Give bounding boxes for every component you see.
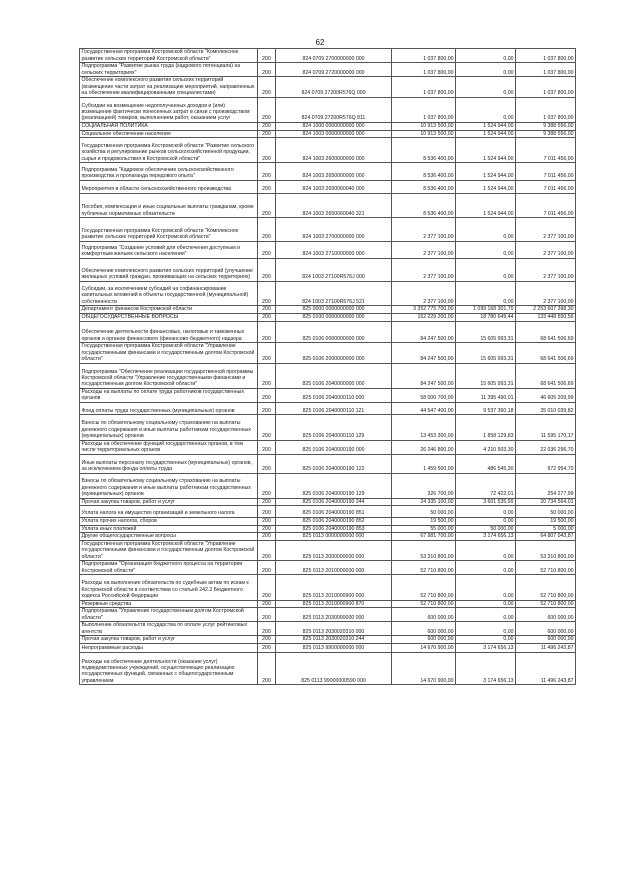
unexecuted-amount-cell: 64 807 043,87: [516, 533, 576, 541]
approved-amount-cell: 8 536 400,00: [392, 138, 456, 163]
approved-amount-cell: 8 536 400,00: [392, 180, 456, 194]
line-code-cell: 200: [258, 363, 276, 388]
expense-name-cell: Государственная программа Костромской области "Комплексное развитие сельских территорий Костромской области": [80, 49, 258, 63]
executed-amount-cell: 15 605 993,31: [456, 363, 516, 388]
unexecuted-amount-cell: 11 595 170,17: [516, 415, 576, 440]
executed-amount-cell: 0,00: [456, 258, 516, 281]
budget-classification-code-cell: 825 0000 0000000000 000: [276, 306, 392, 314]
table-row: [80, 652, 576, 684]
approved-amount-cell: 2 377 100,00: [392, 241, 456, 258]
unexecuted-amount-cell: 7 011 456,00: [516, 180, 576, 194]
budget-classification-code-cell: 825 0106 2040000190 851: [276, 506, 392, 518]
table-row: [80, 454, 576, 473]
unexecuted-amount-cell: 50 000,00: [516, 506, 576, 518]
line-code-cell: 200: [258, 122, 276, 130]
executed-amount-cell: 0,00: [456, 600, 516, 608]
budget-classification-code-cell: 824 0709 2700000000 000: [276, 49, 392, 63]
expense-name-cell: Расходы на обеспечение функций государственных органов, в том числе территориальных органов: [80, 440, 258, 454]
unexecuted-amount-cell: 2 377 100,00: [516, 218, 576, 241]
expense-name-cell: Взносы по обязательному социальному страхованию на выплаты денежного содержания и иные выплаты работникам государственных (муниципальных) органов: [80, 415, 258, 440]
budget-classification-code-cell: 825 0106 2040000110 000: [276, 388, 392, 402]
executed-amount-cell: 3 174 656,13: [456, 652, 516, 684]
unexecuted-amount-cell: 2 377 100,00: [516, 258, 576, 281]
executed-amount-cell: 0,00: [456, 518, 516, 526]
unexecuted-amount-cell: 133 448 550,56: [516, 314, 576, 322]
executed-amount-cell: 0,00: [456, 49, 516, 63]
table-row: [80, 402, 576, 415]
table-row: [80, 622, 576, 636]
approved-amount-cell: 8 536 400,00: [392, 194, 456, 218]
unexecuted-amount-cell: 22 036 296,70: [516, 440, 576, 454]
line-code-cell: 200: [258, 282, 276, 306]
approved-amount-cell: 326 700,00: [392, 473, 456, 498]
line-code-cell: 200: [258, 321, 276, 343]
budget-classification-code-cell: 824 1003 2650060040 321: [276, 194, 392, 218]
approved-amount-cell: 19 500,00: [392, 518, 456, 526]
table-row: [80, 194, 576, 218]
unexecuted-amount-cell: 1 037 800,00: [516, 63, 576, 77]
approved-amount-cell: 1 037 800,00: [392, 97, 456, 122]
expense-name-cell: ОБЩЕГОСУДАРСТВЕННЫЕ ВОПРОСЫ: [80, 314, 258, 322]
table-row: [80, 525, 576, 533]
line-code-cell: 200: [258, 575, 276, 600]
executed-amount-cell: 11 395 490,01: [456, 388, 516, 402]
line-code-cell: 200: [258, 506, 276, 518]
approved-amount-cell: 1 037 800,00: [392, 63, 456, 77]
unexecuted-amount-cell: 7 011 456,00: [516, 138, 576, 163]
approved-amount-cell: 14 670 900,00: [392, 652, 456, 684]
budget-classification-code-cell: 824 1003 2600000000 000: [276, 138, 392, 163]
budget-classification-code-cell: 825 0113 2030020310 244: [276, 636, 392, 644]
approved-amount-cell: 52 710 800,00: [392, 600, 456, 608]
approved-amount-cell: 50 000,00: [392, 506, 456, 518]
expense-name-cell: Подпрограмма "Создание условий для обеспечения доступным и комфортным жильем сельского населения": [80, 241, 258, 258]
line-code-cell: 200: [258, 306, 276, 314]
line-code-cell: 200: [258, 63, 276, 77]
unexecuted-amount-cell: 600 000,00: [516, 608, 576, 622]
expense-name-cell: Уплата налога на имущество организаций и земельного налога: [80, 506, 258, 518]
table-row: [80, 241, 576, 258]
budget-classification-code-cell: 824 0709 2720000000 000: [276, 63, 392, 77]
budget-classification-code-cell: 825 0106 2040000190 244: [276, 498, 392, 506]
expense-name-cell: Государственная программа Костромской области "Управление государственными финансами и государственным долгом Костромской области": [80, 541, 258, 561]
unexecuted-amount-cell: 9 388 556,00: [516, 122, 576, 130]
executed-amount-cell: 9 537 360,18: [456, 402, 516, 415]
budget-classification-code-cell: 825 0106 2040000190 853: [276, 525, 392, 533]
unexecuted-amount-cell: 600 000,00: [516, 622, 576, 636]
line-code-cell: 200: [258, 473, 276, 498]
executed-amount-cell: 0,00: [456, 541, 516, 561]
executed-amount-cell: 15 605 993,31: [456, 343, 516, 363]
executed-amount-cell: 0,00: [456, 241, 516, 258]
unexecuted-amount-cell: 52 710 800,00: [516, 561, 576, 575]
table-row: [80, 49, 576, 63]
executed-amount-cell: 486 545,30: [456, 454, 516, 473]
table-row: [80, 77, 576, 97]
line-code-cell: 200: [258, 600, 276, 608]
budget-classification-code-cell: 825 0113 2010000000 000: [276, 561, 392, 575]
budget-classification-code-cell: 825 0106 2040000190 852: [276, 518, 392, 526]
budget-classification-code-cell: 824 1003 0000000000 000: [276, 130, 392, 138]
budget-classification-code-cell: 824 1003 2650000000 000: [276, 163, 392, 180]
unexecuted-amount-cell: 2 253 607 398,30: [516, 306, 576, 314]
budget-classification-code-cell: 825 0113 99000000590 000: [276, 652, 392, 684]
budget-classification-code-cell: 825 0106 2040000000 000: [276, 363, 392, 388]
approved-amount-cell: 8 536 400,00: [392, 163, 456, 180]
budget-classification-code-cell: 825 0113 9900000000 000: [276, 643, 392, 652]
budget-classification-code-cell: 825 0106 0000000000 000: [276, 321, 392, 343]
line-code-cell: 200: [258, 163, 276, 180]
table-row: [80, 541, 576, 561]
line-code-cell: 200: [258, 454, 276, 473]
unexecuted-amount-cell: 7 011 456,00: [516, 194, 576, 218]
executed-amount-cell: 50 000,00: [456, 525, 516, 533]
budget-classification-code-cell: 824 1003 2700000000 000: [276, 218, 392, 241]
approved-amount-cell: 152 229 200,00: [392, 314, 456, 322]
line-code-cell: 200: [258, 622, 276, 636]
line-code-cell: 200: [258, 388, 276, 402]
approved-amount-cell: 1 037 800,00: [392, 77, 456, 97]
executed-amount-cell: 1 858 129,83: [456, 415, 516, 440]
expense-name-cell: Уплата прочих налогов, сборов: [80, 518, 258, 526]
table-row: [80, 608, 576, 622]
approved-amount-cell: 14 670 900,00: [392, 643, 456, 652]
budget-classification-code-cell: 824 1000 0000000000 000: [276, 122, 392, 130]
line-code-cell: 200: [258, 652, 276, 684]
executed-amount-cell: 1 524 944,00: [456, 138, 516, 163]
table-row: [80, 600, 576, 608]
executed-amount-cell: 1 524 944,00: [456, 130, 516, 138]
line-code-cell: 200: [258, 561, 276, 575]
budget-classification-code-cell: 825 0113 0000000000 000: [276, 533, 392, 541]
table-row: [80, 533, 576, 541]
line-code-cell: 200: [258, 402, 276, 415]
budget-table-body: [80, 49, 576, 685]
executed-amount-cell: 72 422,01: [456, 473, 516, 498]
expense-name-cell: Подпрограмма "Управление государственным долгом Костромской области": [80, 608, 258, 622]
executed-amount-cell: 3 174 656,13: [456, 533, 516, 541]
unexecuted-amount-cell: 68 641 506,69: [516, 363, 576, 388]
expense-name-cell: Субсидии на возмещение недополученных доходов и (или) возмещение фактически понесенных затрат в связи с производством (реализацией) товаров, выполнением работ, оказанием услуг: [80, 97, 258, 122]
table-row: [80, 388, 576, 402]
unexecuted-amount-cell: 1 037 800,00: [516, 77, 576, 97]
unexecuted-amount-cell: 1 037 800,00: [516, 49, 576, 63]
budget-classification-code-cell: 825 0106 2000000000 000: [276, 343, 392, 363]
approved-amount-cell: 2 377 100,00: [392, 258, 456, 281]
line-code-cell: 200: [258, 608, 276, 622]
expense-name-cell: Другие общегосударственные вопросы: [80, 533, 258, 541]
approved-amount-cell: 24 335 100,00: [392, 498, 456, 506]
line-code-cell: 200: [258, 77, 276, 97]
line-code-cell: 200: [258, 130, 276, 138]
unexecuted-amount-cell: 68 641 506,69: [516, 321, 576, 343]
table-row: [80, 636, 576, 644]
expense-name-cell: Обеспечение комплексного развития сельских территорий (улучшение жилищных условий граждан, проживающих на сельских территориях): [80, 258, 258, 281]
unexecuted-amount-cell: 35 010 039,82: [516, 402, 576, 415]
expense-name-cell: Взносы по обязательному социальному страхованию на выплаты денежного содержания и иные выплаты работникам государственных (муниципальных) органов: [80, 473, 258, 498]
expense-name-cell: Прочая закупка товаров, работ и услуг: [80, 498, 258, 506]
table-row: [80, 306, 576, 314]
unexecuted-amount-cell: 5 000,00: [516, 525, 576, 533]
approved-amount-cell: 2 377 100,00: [392, 282, 456, 306]
budget-classification-code-cell: 825 0106 2040000190 122: [276, 454, 392, 473]
approved-amount-cell: 84 247 500,00: [392, 321, 456, 343]
executed-amount-cell: 0,00: [456, 622, 516, 636]
budget-classification-code-cell: 825 0106 2040000110 129: [276, 415, 392, 440]
table-row: [80, 473, 576, 498]
unexecuted-amount-cell: 254 277,99: [516, 473, 576, 498]
line-code-cell: 200: [258, 643, 276, 652]
budget-classification-code-cell: 824 0709 27200R576Q 811: [276, 97, 392, 122]
budget-classification-code-cell: 824 0709 27200R576Q 000: [276, 77, 392, 97]
approved-amount-cell: 44 547 400,00: [392, 402, 456, 415]
line-code-cell: 200: [258, 440, 276, 454]
line-code-cell: 200: [258, 525, 276, 533]
expense-name-cell: Государственная программа Костромской области "Развитие сельского хозяйства и регулирование рынков сельскохозяйственной продукции, сырья и продовольствия в Костромской области": [80, 138, 258, 163]
line-code-cell: 200: [258, 97, 276, 122]
executed-amount-cell: 3 601 535,99: [456, 498, 516, 506]
executed-amount-cell: 4 210 503,30: [456, 440, 516, 454]
approved-amount-cell: 600 000,00: [392, 636, 456, 644]
expense-name-cell: Непрограммные расходы: [80, 643, 258, 652]
line-code-cell: 200: [258, 541, 276, 561]
executed-amount-cell: 1 524 944,00: [456, 194, 516, 218]
table-row: [80, 282, 576, 306]
expense-name-cell: Расходы на выплаты по оплате труда работников государственных органов: [80, 388, 258, 402]
table-row: [80, 321, 576, 343]
budget-classification-code-cell: 825 0106 2040000110 121: [276, 402, 392, 415]
budget-classification-code-cell: 824 1003 27100R576J 521: [276, 282, 392, 306]
expense-name-cell: СОЦИАЛЬНАЯ ПОЛИТИКА: [80, 122, 258, 130]
approved-amount-cell: 52 710 800,00: [392, 575, 456, 600]
unexecuted-amount-cell: 19 500,00: [516, 518, 576, 526]
line-code-cell: 200: [258, 258, 276, 281]
expense-name-cell: Подпрограмма "Развитие рынка труда (кадрового потенциала) на сельских территориях": [80, 63, 258, 77]
table-row: [80, 506, 576, 518]
executed-amount-cell: 1 099 168 301,70: [456, 306, 516, 314]
unexecuted-amount-cell: 972 954,70: [516, 454, 576, 473]
expense-name-cell: Обеспечение комплексного развития сельских территорий (возмещение части затрат на реализацию мероприятий, направленных на обеспечение квалифицированными специалистами): [80, 77, 258, 97]
line-code-cell: 200: [258, 518, 276, 526]
budget-classification-code-cell: 825 0113 2010000900 870: [276, 600, 392, 608]
approved-amount-cell: 55 000,00: [392, 525, 456, 533]
expense-name-cell: Выполнение обязательств государства по оплате услуг рейтинговых агентств: [80, 622, 258, 636]
unexecuted-amount-cell: 1 037 800,00: [516, 97, 576, 122]
budget-classification-code-cell: 824 1003 2710000000 000: [276, 241, 392, 258]
expense-name-cell: Фонд оплаты труда государственных (муниципальных) органов: [80, 402, 258, 415]
approved-amount-cell: 600 000,00: [392, 622, 456, 636]
budget-classification-code-cell: 825 0113 2030000000 000: [276, 608, 392, 622]
executed-amount-cell: 0,00: [456, 77, 516, 97]
approved-amount-cell: 67 981 700,00: [392, 533, 456, 541]
table-row: [80, 138, 576, 163]
budget-classification-code-cell: 825 0100 0000000000 000: [276, 314, 392, 322]
table-row: [80, 63, 576, 77]
table-row: [80, 130, 576, 138]
budget-classification-code-cell: 824 1003 2650060040 000: [276, 180, 392, 194]
approved-amount-cell: 26 246 800,00: [392, 440, 456, 454]
line-code-cell: 200: [258, 636, 276, 644]
approved-amount-cell: 10 913 500,00: [392, 130, 456, 138]
table-row: [80, 643, 576, 652]
expense-name-cell: Департамент финансов Костромской области: [80, 306, 258, 314]
table-row: [80, 415, 576, 440]
approved-amount-cell: 600 000,00: [392, 608, 456, 622]
executed-amount-cell: 18 780 649,44: [456, 314, 516, 322]
executed-amount-cell: 0,00: [456, 63, 516, 77]
expense-name-cell: Прочая закупка товаров, работ и услуг: [80, 636, 258, 644]
line-code-cell: 200: [258, 194, 276, 218]
table-row: [80, 218, 576, 241]
table-row: [80, 314, 576, 322]
unexecuted-amount-cell: 2 377 100,00: [516, 282, 576, 306]
table-row: [80, 575, 576, 600]
unexecuted-amount-cell: 11 496 243,87: [516, 652, 576, 684]
executed-amount-cell: 1 524 944,00: [456, 163, 516, 180]
unexecuted-amount-cell: 46 605 209,99: [516, 388, 576, 402]
budget-classification-code-cell: 825 0106 2040000190 129: [276, 473, 392, 498]
expense-name-cell: Пособия, компенсации и иные социальные выплаты гражданам, кроме публичных нормативных обязательств: [80, 194, 258, 218]
approved-amount-cell: 10 913 500,00: [392, 122, 456, 130]
approved-amount-cell: 84 247 500,00: [392, 343, 456, 363]
table-row: [80, 97, 576, 122]
expense-name-cell: Государственная программа Костромской области "Управление государственными финансами и государственным долгом Костромской области": [80, 343, 258, 363]
expense-name-cell: Уплата иных платежей: [80, 525, 258, 533]
line-code-cell: 200: [258, 343, 276, 363]
budget-execution-table: [79, 48, 576, 685]
expense-name-cell: Подпрограмма "Обеспечение реализации государственной программы Костромской области "Управление государственными финансами и государственным долгом Костромской области": [80, 363, 258, 388]
line-code-cell: 200: [258, 218, 276, 241]
budget-classification-code-cell: 825 0113 2010000900 000: [276, 575, 392, 600]
expense-name-cell: Государственная программа Костромской области "Комплексное развитие сельских территорий Костромской области": [80, 218, 258, 241]
executed-amount-cell: 15 605 993,31: [456, 321, 516, 343]
expense-name-cell: Субсидии, за исключением субсидий на софинансирование капитальных вложений в объекты государственной (муниципальной) собственности: [80, 282, 258, 306]
approved-amount-cell: 52 710 800,00: [392, 561, 456, 575]
line-code-cell: 200: [258, 415, 276, 440]
executed-amount-cell: 3 174 656,13: [456, 643, 516, 652]
expense-name-cell: Обеспечение деятельности финансовых, налоговых и таможенных органов и органов финансового (финансово-бюджетного) надзора: [80, 321, 258, 343]
approved-amount-cell: 53 310 800,00: [392, 541, 456, 561]
unexecuted-amount-cell: 7 011 456,00: [516, 163, 576, 180]
executed-amount-cell: 0,00: [456, 561, 516, 575]
executed-amount-cell: 1 524 944,00: [456, 122, 516, 130]
table-row: [80, 343, 576, 363]
line-code-cell: 200: [258, 498, 276, 506]
approved-amount-cell: 2 377 100,00: [392, 218, 456, 241]
budget-classification-code-cell: 825 0106 2040000190 000: [276, 440, 392, 454]
approved-amount-cell: 1 459 500,00: [392, 454, 456, 473]
unexecuted-amount-cell: 11 496 243,87: [516, 643, 576, 652]
expense-name-cell: Резервные средства: [80, 600, 258, 608]
executed-amount-cell: 1 524 944,00: [456, 180, 516, 194]
executed-amount-cell: 0,00: [456, 218, 516, 241]
table-row: [80, 518, 576, 526]
budget-classification-code-cell: 825 0113 2000000000 000: [276, 541, 392, 561]
table-row: [80, 498, 576, 506]
budget-classification-code-cell: 825 0113 2030020310 000: [276, 622, 392, 636]
line-code-cell: 200: [258, 49, 276, 63]
expense-name-cell: Расходы на обеспечение деятельности (оказание услуг) подведомственных учреждений, осуществляющих реализацию государственных функций, связанных с общегосударственным управлением: [80, 652, 258, 684]
table-row: [80, 363, 576, 388]
unexecuted-amount-cell: 68 641 506,69: [516, 343, 576, 363]
table-row: [80, 561, 576, 575]
expense-name-cell: Расходы на выполнение обязательств по судебным актам по искам к Костромской области в соответствии со статьей 242.2 Бюджетного кодекса Российской Федерации: [80, 575, 258, 600]
executed-amount-cell: 0,00: [456, 97, 516, 122]
approved-amount-cell: 58 000 700,00: [392, 388, 456, 402]
approved-amount-cell: 1 037 800,00: [392, 49, 456, 63]
unexecuted-amount-cell: 53 310 800,00: [516, 541, 576, 561]
line-code-cell: 200: [258, 241, 276, 258]
expense-name-cell: Мероприятия в области сельскохозяйственного производства: [80, 180, 258, 194]
table-row: [80, 163, 576, 180]
expense-name-cell: Подпрограмма "Организация бюджетного процесса на территории Костромской области": [80, 561, 258, 575]
executed-amount-cell: 0,00: [456, 506, 516, 518]
unexecuted-amount-cell: 9 388 556,00: [516, 130, 576, 138]
executed-amount-cell: 0,00: [456, 282, 516, 306]
expense-name-cell: Подпрограмма "Кадровое обеспечение сельскохозяйственного производства и пропаганда передового опыта": [80, 163, 258, 180]
page-number: 62: [315, 38, 325, 47]
expense-name-cell: Социальное обеспечение населения: [80, 130, 258, 138]
unexecuted-amount-cell: 2 377 100,00: [516, 241, 576, 258]
table-row: [80, 258, 576, 281]
approved-amount-cell: 84 247 500,00: [392, 363, 456, 388]
line-code-cell: 200: [258, 180, 276, 194]
table-row: [80, 122, 576, 130]
unexecuted-amount-cell: 52 710 800,00: [516, 600, 576, 608]
unexecuted-amount-cell: 600 000,00: [516, 636, 576, 644]
executed-amount-cell: 0,00: [456, 608, 516, 622]
approved-amount-cell: 3 352 775 700,00: [392, 306, 456, 314]
executed-amount-cell: 0,00: [456, 636, 516, 644]
unexecuted-amount-cell: 52 710 800,00: [516, 575, 576, 600]
line-code-cell: 200: [258, 138, 276, 163]
line-code-cell: 200: [258, 533, 276, 541]
budget-classification-code-cell: 824 1003 27100R576J 000: [276, 258, 392, 281]
table-row: [80, 440, 576, 454]
expense-name-cell: Иные выплаты персоналу государственных (муниципальных) органов, за исключением фонда оплаты труда: [80, 454, 258, 473]
line-code-cell: 200: [258, 314, 276, 322]
unexecuted-amount-cell: 20 734 564,01: [516, 498, 576, 506]
table-row: [80, 180, 576, 194]
executed-amount-cell: 0,00: [456, 575, 516, 600]
approved-amount-cell: 13 453 300,00: [392, 415, 456, 440]
